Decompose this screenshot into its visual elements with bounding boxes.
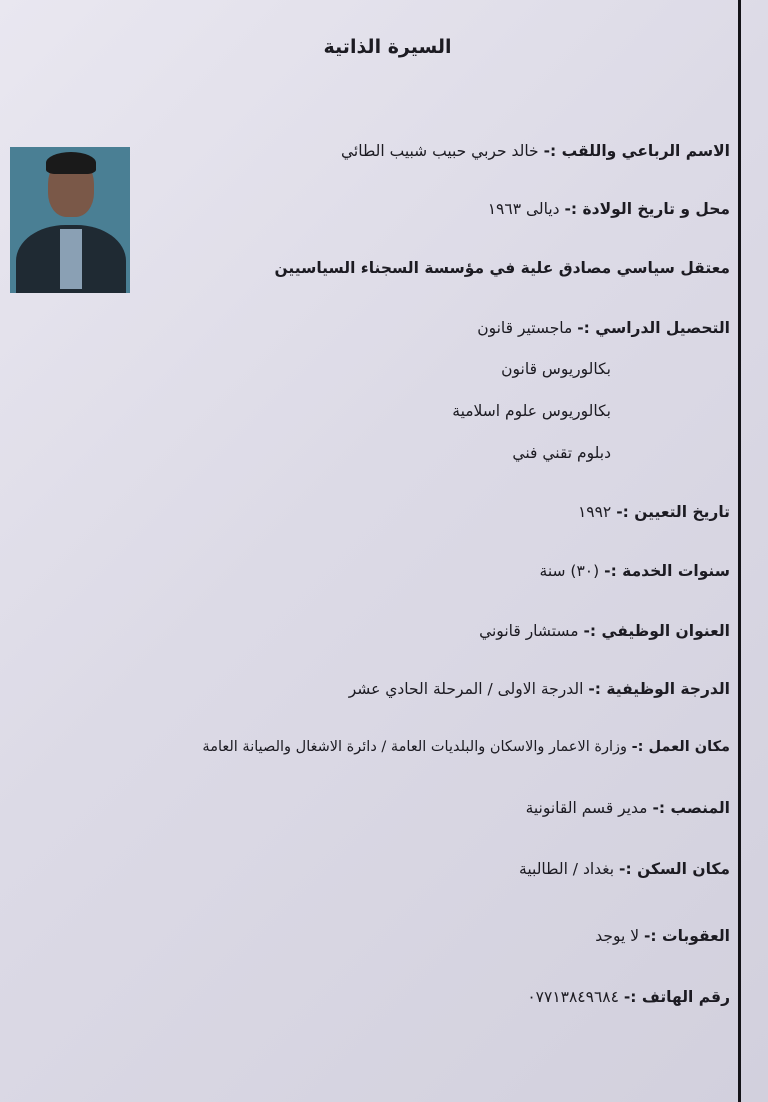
field-label: مكان العمل :- bbox=[631, 739, 730, 755]
field-residence bbox=[519, 858, 730, 880]
field-label: الاسم الرباعي واللقب :- bbox=[543, 142, 730, 160]
field-label: التحصيل الدراسي :- bbox=[577, 319, 730, 337]
page-border-line bbox=[738, 0, 741, 1102]
education-item: بكالوريوس علوم اسلامية bbox=[452, 402, 611, 420]
field-label: العقوبات :- bbox=[644, 927, 730, 945]
field-appointment-date bbox=[578, 501, 730, 523]
field-label: تاريخ التعيين :- bbox=[616, 503, 730, 521]
profile-photo bbox=[10, 147, 130, 293]
field-label: مكان السكن :- bbox=[619, 860, 730, 878]
field-phone bbox=[527, 986, 730, 1008]
field-job-title bbox=[479, 620, 730, 642]
field-birth bbox=[488, 198, 730, 220]
field-value: الدرجة الاولى / المرحلة الحادي عشر bbox=[348, 680, 584, 698]
field-label: محل و تاريخ الولادة :- bbox=[564, 200, 730, 218]
field-label: رقم الهاتف :- bbox=[623, 988, 730, 1006]
document-title: السيرة الذاتية bbox=[323, 36, 452, 58]
field-service-years bbox=[540, 560, 730, 582]
field-value: ماجستير قانون bbox=[477, 319, 573, 337]
field-value: ١٩٩٢ bbox=[577, 503, 612, 521]
field-label: المنصب :- bbox=[652, 799, 730, 817]
field-label: معتقل سياسي مصادق علية في مؤسسة السجناء السياسيين bbox=[274, 259, 730, 277]
field-position bbox=[526, 797, 730, 819]
field-label: العنوان الوظيفي :- bbox=[583, 622, 730, 640]
field-value: وزارة الاعمار والاسكان والبلديات العامة / دائرة الاشغال والصيانة العامة bbox=[202, 739, 627, 755]
education-item: دبلوم تقني فني bbox=[512, 444, 611, 462]
field-label: سنوات الخدمة :- bbox=[604, 562, 730, 580]
field-political-prisoner bbox=[274, 257, 730, 279]
education-item: بكالوريوس قانون bbox=[501, 360, 611, 378]
field-value: بغداد / الطالبية bbox=[519, 860, 615, 878]
field-job-grade bbox=[349, 678, 730, 700]
field-value: (٣٠) سنة bbox=[539, 562, 600, 580]
field-value: مستشار قانوني bbox=[479, 622, 579, 640]
field-value: ديالى ١٩٦٣ bbox=[487, 200, 560, 218]
field-penalties bbox=[595, 925, 730, 947]
field-value: خالد حربي حبيب شبيب الطائي bbox=[340, 142, 539, 160]
field-education bbox=[477, 317, 730, 339]
photo-hair bbox=[46, 152, 96, 174]
field-full-name bbox=[341, 140, 730, 162]
field-value: ٠٧٧١٣٨٤٩٦٨٤ bbox=[527, 988, 619, 1006]
field-workplace bbox=[202, 736, 730, 758]
field-value: لا يوجد bbox=[595, 927, 640, 945]
photo-shirt bbox=[60, 229, 82, 289]
field-label: الدرجة الوظيفية :- bbox=[588, 680, 730, 698]
field-value: مدير قسم القانونية bbox=[525, 799, 648, 817]
